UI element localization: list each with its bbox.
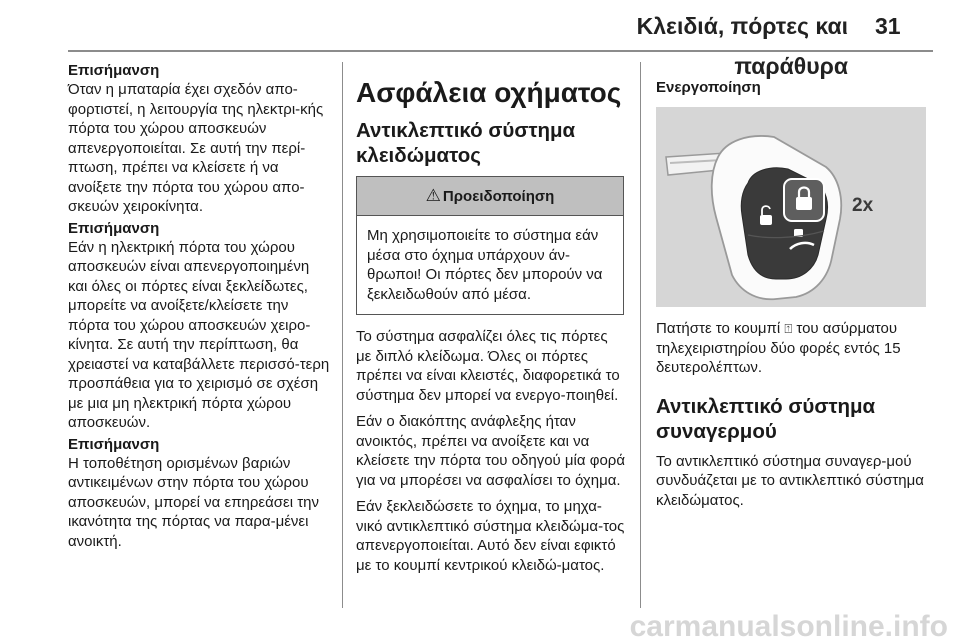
note-text: Εάν η ηλεκτρική πόρτα του χώρου αποσκευών είναι απενεργοποιημένη και όλες οι πόρτες είναι ξεκλείδωτες, μπορείτε να ανοίξετε/κλείσετε την πόρτα του χώρου αποσκευών χειρο-κίνητα. Σε αυτή την περίπτωση, θα χρειαστεί να καταβάλλετε περισσό-τερη προσπάθεια για το χειρισμό σε σχέση με μια μη ηλεκτρική πόρτα χώρου αποσκευών.: [68, 238, 330, 431]
warning-title: Προειδοποίηση: [442, 188, 555, 205]
header-divider: [68, 50, 933, 52]
paragraph: Το αντικλεπτικό σύστημα συναγερ-μού συνδυάζεται με το αντικλεπτικό σύστημα κλειδώματος.: [656, 452, 924, 509]
note-text: Η τοποθέτηση ορισμένων βαριών αντικειμένων στην πόρτα του χώρου αποσκευών, μπορεί να επηρεάσει την ικανότητα της πόρτας να παρα-μένει ανοικτή.: [68, 454, 320, 550]
press-count-label: 2x: [852, 195, 874, 216]
subsection-title: Αντικλεπτικό σύστημα συναγερμού: [656, 394, 876, 443]
instruction-text: Πατήστε το κουμπί: [656, 320, 781, 337]
watermark-text: carmanualsonline.info: [629, 610, 948, 642]
unlock-button-icon: [760, 215, 772, 225]
note-title: Επισήμανση: [68, 435, 160, 453]
note-title: Επισήμανση: [68, 219, 160, 237]
paragraph: Το σύστημα ασφαλίζει όλες τις πόρτες με διπλό κλείδωμα. Όλες οι πόρτες πρέπει να είναι κλειστές, διαφορετικά το σύστημα δεν μπορεί να ενεργο-ποιηθεί.: [356, 328, 620, 404]
instruction-text: του ασύρματου τηλεχειριστηρίου δύο φορές εντός 15 δευτερολέπτων.: [656, 320, 901, 376]
column-divider-2: [640, 62, 641, 608]
paragraph: Εάν ο διακόπτης ανάφλεξης ήταν ανοικτός, πρέπει να ανοίξετε και να κλείσετε την πόρτα του οδηγού μία φορά για να μπορέσει να ασφαλίσει το όχημα.: [356, 413, 626, 489]
lock-body-icon: [796, 197, 812, 210]
column-divider-1: [342, 62, 343, 608]
page-number: 31: [875, 13, 901, 39]
warning-box: [356, 176, 624, 315]
note-title: Επισήμανση: [68, 62, 160, 79]
remote-key-icon: [656, 107, 926, 307]
section-title: Ασφάλεια οχήματος: [356, 77, 622, 108]
lock-button-icon: ⍐: [784, 321, 793, 336]
paragraph: Εάν ξεκλειδώσετε το όχημα, το μηχα-νικό αντικλεπτικό σύστημα κλειδώμα-τος απενεργοποιείται. Αυτό δεν είναι εφικτό με το κουμπί κεντρικού κλειδώ-ματος.: [356, 498, 625, 574]
warning-icon: ⚠: [425, 186, 441, 205]
page-header-title: Κλειδιά, πόρτες και παράθυρα: [636, 13, 848, 79]
middle-column: [356, 62, 626, 582]
note-text: Όταν η μπαταρία έχει σχεδόν απο-φορτιστεί, η λειτουργία της ηλεκτρι-κής πόρτα του χώρου αποσκευών απενεργοποιείται. Σε αυτή την περί-πτωση, πρέπει να κλείσετε ή να ανοίξετε την πόρτα του χώρου απο-σκευών χειροκίνητα.: [68, 81, 324, 215]
subsection-title: Αντικλεπτικό σύστημα κλειδώματος: [356, 119, 576, 167]
warning-header: [357, 177, 623, 216]
left-column: [68, 62, 330, 554]
right-column: [656, 62, 931, 517]
remote-key-figure: [656, 107, 926, 307]
activation-title: Ενεργοποίηση: [656, 79, 761, 96]
activation-instruction: [656, 319, 931, 378]
warning-text: Μη χρησιμοποιείτε το σύστημα εάν μέσα στο όχημα υπάρχουν άν-θρωποι! Οι πόρτες δεν μπορούν να ξεκλειδωθούν από μέσα.: [367, 227, 603, 303]
